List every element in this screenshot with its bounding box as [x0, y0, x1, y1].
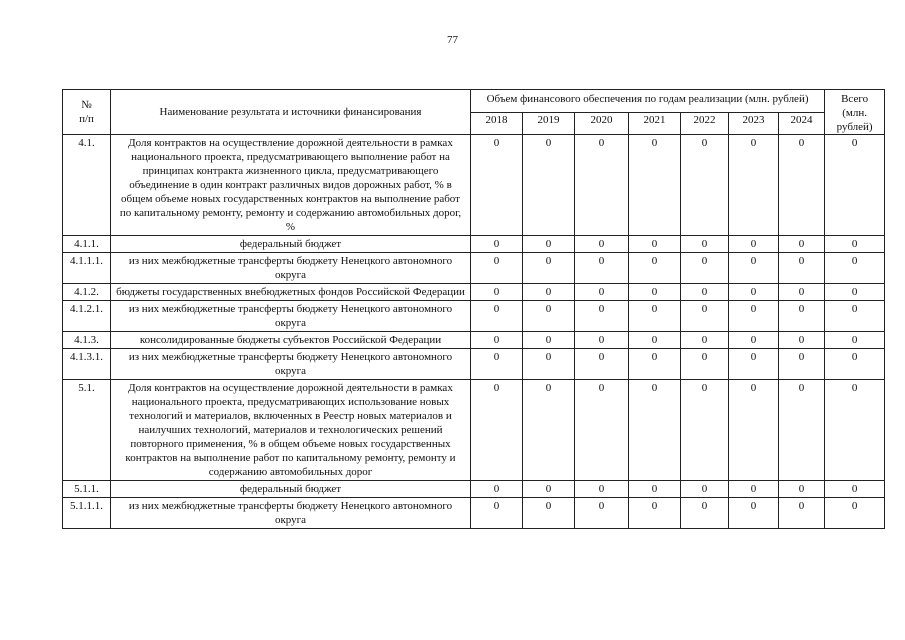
- header-name: Наименование результата и источники финансирования: [111, 90, 471, 135]
- row-number: 4.1.3.: [63, 332, 111, 349]
- row-total: 0: [825, 380, 885, 481]
- year-value: 0: [523, 253, 575, 284]
- table-row: [63, 253, 885, 284]
- row-total: 0: [825, 284, 885, 301]
- year-value: 0: [681, 236, 729, 253]
- header-year: 2018: [471, 113, 523, 135]
- financing-table: [62, 89, 885, 529]
- header-year: 2024: [779, 113, 825, 135]
- year-value: 0: [523, 284, 575, 301]
- year-value: 0: [471, 332, 523, 349]
- year-value: 0: [681, 349, 729, 380]
- year-value: 0: [681, 301, 729, 332]
- year-value: 0: [681, 253, 729, 284]
- year-value: 0: [523, 332, 575, 349]
- row-number: 5.1.1.: [63, 481, 111, 498]
- year-value: 0: [779, 284, 825, 301]
- header-year: 2021: [629, 113, 681, 135]
- row-number: 4.1.3.1.: [63, 349, 111, 380]
- row-name: из них межбюджетные трансферты бюджету Ненецкого автономного округа: [111, 253, 471, 284]
- row-name: из них межбюджетные трансферты бюджету Ненецкого автономного округа: [111, 301, 471, 332]
- year-value: 0: [729, 349, 779, 380]
- year-value: 0: [575, 498, 629, 529]
- year-value: 0: [779, 349, 825, 380]
- table-row: [63, 380, 885, 481]
- year-value: 0: [523, 498, 575, 529]
- table-row: [63, 349, 885, 380]
- year-value: 0: [681, 498, 729, 529]
- year-value: 0: [523, 301, 575, 332]
- year-value: 0: [629, 284, 681, 301]
- year-value: 0: [471, 498, 523, 529]
- year-value: 0: [575, 236, 629, 253]
- year-value: 0: [629, 301, 681, 332]
- row-name: из них межбюджетные трансферты бюджету Ненецкого автономного округа: [111, 498, 471, 529]
- year-value: 0: [629, 332, 681, 349]
- year-value: 0: [779, 498, 825, 529]
- header-year: 2022: [681, 113, 729, 135]
- header-volume: Объем финансового обеспечения по годам реализации (млн. рублей): [471, 90, 825, 113]
- row-number: 4.1.: [63, 135, 111, 236]
- year-value: 0: [779, 236, 825, 253]
- row-total: 0: [825, 481, 885, 498]
- year-value: 0: [779, 301, 825, 332]
- row-number: 5.1.: [63, 380, 111, 481]
- year-value: 0: [681, 380, 729, 481]
- year-value: 0: [629, 349, 681, 380]
- year-value: 0: [471, 284, 523, 301]
- row-name: консолидированные бюджеты субъектов Российской Федерации: [111, 332, 471, 349]
- year-value: 0: [681, 481, 729, 498]
- year-value: 0: [471, 135, 523, 236]
- year-value: 0: [779, 380, 825, 481]
- year-value: 0: [681, 332, 729, 349]
- row-number: 4.1.2.: [63, 284, 111, 301]
- year-value: 0: [629, 498, 681, 529]
- table-row: [63, 481, 885, 498]
- table-row: [63, 284, 885, 301]
- year-value: 0: [729, 135, 779, 236]
- table-body: [63, 135, 885, 529]
- year-value: 0: [575, 301, 629, 332]
- year-value: 0: [629, 481, 681, 498]
- row-name: бюджеты государственных внебюджетных фондов Российской Федерации: [111, 284, 471, 301]
- year-value: 0: [471, 349, 523, 380]
- table-row: [63, 236, 885, 253]
- row-total: 0: [825, 253, 885, 284]
- row-number: 4.1.1.: [63, 236, 111, 253]
- row-name: Доля контрактов на осуществление дорожной деятельности в рамках национального проекта, предусматривающих использование новых технологий и материалов, включенных в Реестр новых материалов и наилучших технологий, материалов и технологических решений повторного применения, % в общем объеме новых государственных контрактов на выполнение работ по капитальному ремонту, ремонту и содержанию автомобильных дорог: [111, 380, 471, 481]
- header-year: 2019: [523, 113, 575, 135]
- year-value: 0: [779, 253, 825, 284]
- table-row: [63, 332, 885, 349]
- row-total: 0: [825, 135, 885, 236]
- year-value: 0: [523, 135, 575, 236]
- year-value: 0: [629, 253, 681, 284]
- year-value: 0: [729, 498, 779, 529]
- year-value: 0: [729, 380, 779, 481]
- row-number: 4.1.2.1.: [63, 301, 111, 332]
- header-num: № п/п: [63, 90, 111, 135]
- year-value: 0: [681, 284, 729, 301]
- year-value: 0: [575, 284, 629, 301]
- year-value: 0: [471, 301, 523, 332]
- row-total: 0: [825, 332, 885, 349]
- header-row: [63, 90, 885, 113]
- row-total: 0: [825, 301, 885, 332]
- year-value: 0: [729, 284, 779, 301]
- year-value: 0: [729, 481, 779, 498]
- year-value: 0: [471, 481, 523, 498]
- year-value: 0: [779, 135, 825, 236]
- row-total: 0: [825, 236, 885, 253]
- row-total: 0: [825, 498, 885, 529]
- table-row: [63, 498, 885, 529]
- year-value: 0: [523, 380, 575, 481]
- year-value: 0: [729, 236, 779, 253]
- row-total: 0: [825, 349, 885, 380]
- year-value: 0: [575, 349, 629, 380]
- year-value: 0: [471, 253, 523, 284]
- row-number: 5.1.1.1.: [63, 498, 111, 529]
- page-number: 77: [447, 34, 458, 46]
- year-value: 0: [729, 332, 779, 349]
- year-value: 0: [523, 349, 575, 380]
- year-value: 0: [681, 135, 729, 236]
- row-name: федеральный бюджет: [111, 481, 471, 498]
- year-value: 0: [575, 380, 629, 481]
- year-value: 0: [471, 380, 523, 481]
- year-value: 0: [729, 301, 779, 332]
- year-value: 0: [629, 380, 681, 481]
- row-name: федеральный бюджет: [111, 236, 471, 253]
- year-value: 0: [575, 332, 629, 349]
- header-year: 2020: [575, 113, 629, 135]
- row-name: из них межбюджетные трансферты бюджету Ненецкого автономного округа: [111, 349, 471, 380]
- year-value: 0: [471, 236, 523, 253]
- row-number: 4.1.1.1.: [63, 253, 111, 284]
- table-row: [63, 301, 885, 332]
- header-total: Всего (млн. рублей): [825, 90, 885, 135]
- year-value: 0: [523, 481, 575, 498]
- year-value: 0: [575, 253, 629, 284]
- year-value: 0: [523, 236, 575, 253]
- year-value: 0: [779, 332, 825, 349]
- year-value: 0: [779, 481, 825, 498]
- table-row: [63, 135, 885, 236]
- header-year: 2023: [729, 113, 779, 135]
- year-value: 0: [575, 135, 629, 236]
- year-value: 0: [575, 481, 629, 498]
- row-name: Доля контрактов на осуществление дорожной деятельности в рамках национального проекта, предусматривающего выполнение работ на принципах контракта жизненного цикла, предусматривающего объединение в один контракт различных видов дорожных работ, % в общем объеме новых государственных контрактов на выполнение работ по капитальному ремонту, ремонту и содержанию автомобильных дорог, %: [111, 135, 471, 236]
- year-value: 0: [729, 253, 779, 284]
- year-value: 0: [629, 135, 681, 236]
- year-value: 0: [629, 236, 681, 253]
